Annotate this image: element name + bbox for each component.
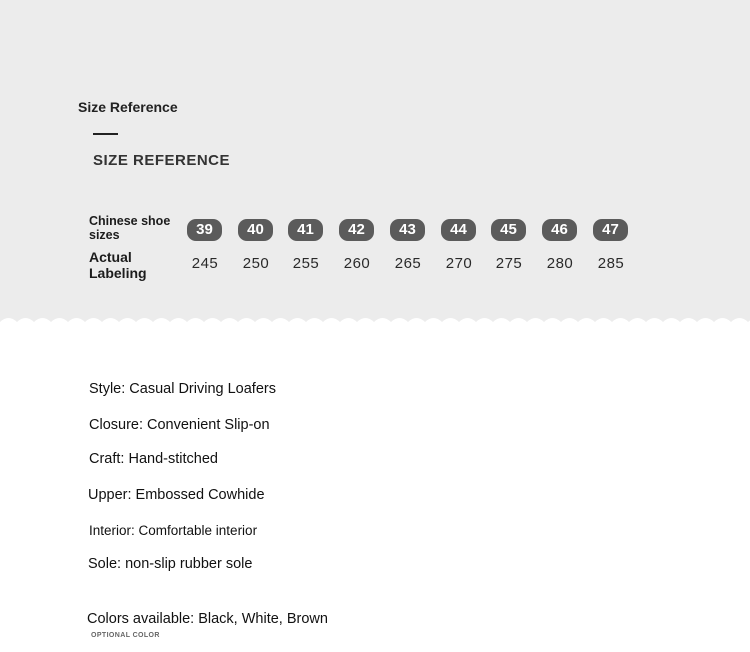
size-badge: 45 (491, 219, 526, 241)
actual-labeling-value: 270 (445, 255, 473, 272)
heading-dash (93, 133, 118, 135)
size-badge: 47 (593, 219, 628, 241)
actual-labeling-value: 245 (191, 255, 219, 272)
optional-color-note: OPTIONAL COLOR (91, 632, 160, 639)
section-subtitle: SIZE REFERENCE (93, 152, 231, 169)
actual-labeling-value: 255 (292, 255, 320, 272)
chinese-size-label: Chinese shoe sizes (89, 214, 171, 242)
spec-craft: Craft: Hand-stitched (89, 451, 218, 467)
size-badge: 39 (187, 219, 222, 241)
page-title: Size Reference (78, 99, 178, 115)
spec-closure: Closure: Convenient Slip-on (89, 417, 270, 433)
spec-interior: Interior: Comfortable interior (89, 523, 258, 538)
size-badge: 43 (390, 219, 425, 241)
spec-upper: Upper: Embossed Cowhide (88, 487, 265, 503)
actual-labeling-value: 265 (394, 255, 422, 272)
size-badge: 40 (238, 219, 273, 241)
actual-labeling-value: 250 (242, 255, 270, 272)
actual-labeling-value: 275 (495, 255, 523, 272)
size-badge: 44 (441, 219, 476, 241)
size-badge: 41 (288, 219, 323, 241)
wavy-divider (0, 316, 750, 330)
spec-colors: Colors available: Black, White, Brown (87, 611, 328, 627)
actual-labeling-label: Actual Labeling (89, 249, 147, 282)
spec-sole: Sole: non-slip rubber sole (88, 556, 253, 572)
actual-labeling-value: 285 (597, 255, 625, 272)
size-badge: 42 (339, 219, 374, 241)
size-badge: 46 (542, 219, 577, 241)
spec-style: Style: Casual Driving Loafers (89, 381, 276, 397)
actual-labeling-value: 260 (343, 255, 371, 272)
actual-labeling-value: 280 (546, 255, 574, 272)
